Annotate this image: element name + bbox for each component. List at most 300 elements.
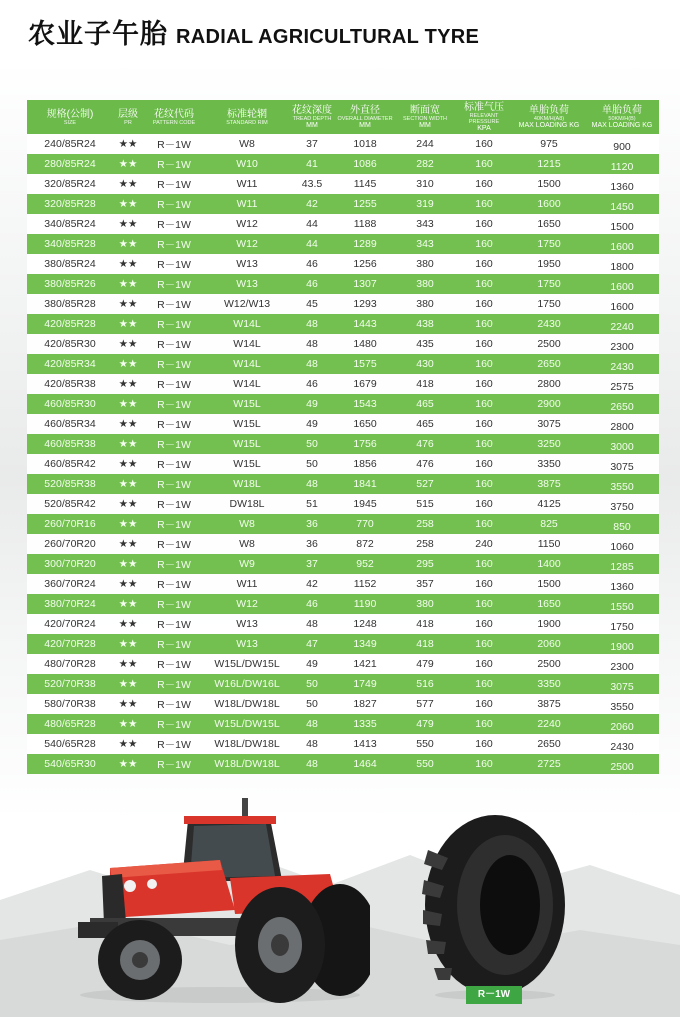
cell-rim: W13 <box>205 634 289 654</box>
cell-size: 420/85R34 <box>27 354 113 374</box>
cell-size: 460/85R38 <box>27 434 113 454</box>
cell-width: 479 <box>395 654 455 674</box>
cell-width: 550 <box>395 754 455 774</box>
cell-width: 465 <box>395 414 455 434</box>
cell-load1: 2500 <box>513 334 585 354</box>
cell-ply: ★★ <box>113 654 143 674</box>
tyre-illustration <box>420 810 570 1000</box>
cell-pattern: R－1W <box>143 514 205 534</box>
column-header-en: 50KM/H(B) <box>608 115 636 122</box>
cell-rim: W13 <box>205 274 289 294</box>
cell-value: 1450 <box>610 201 634 213</box>
column-header-cn: 标准气压 <box>464 101 504 113</box>
cell-load1: 2725 <box>513 754 585 774</box>
cell-ply: ★★ <box>113 314 143 334</box>
cell-load2 <box>585 654 659 674</box>
column-header <box>335 100 395 134</box>
cell-size: 240/85R24 <box>27 134 113 154</box>
cell-value: 3075 <box>610 681 634 693</box>
cell-load1: 1950 <box>513 254 585 274</box>
cell-diameter: 1945 <box>335 494 395 514</box>
cell-diameter: 1190 <box>335 594 395 614</box>
cell-value: 3075 <box>610 461 634 473</box>
cell-value: 2430 <box>610 741 634 753</box>
cell-diameter: 1307 <box>335 274 395 294</box>
cell-value: 2060 <box>610 721 634 733</box>
cell-depth: 46 <box>289 374 335 394</box>
cell-value: 2800 <box>610 421 634 433</box>
cell-pattern: R－1W <box>143 154 205 174</box>
cell-load1: 2900 <box>513 394 585 414</box>
cell-ply: ★★ <box>113 494 143 514</box>
cell-load2 <box>585 594 659 614</box>
cell-rim: W14L <box>205 374 289 394</box>
cell-rim: W8 <box>205 134 289 154</box>
cell-ply: ★★ <box>113 714 143 734</box>
cell-size: 260/70R20 <box>27 534 113 554</box>
cell-load2 <box>585 374 659 394</box>
cell-size: 420/85R30 <box>27 334 113 354</box>
cell-pressure: 160 <box>455 354 513 374</box>
column-header-cn: 层级 <box>118 108 138 120</box>
cell-pressure: 160 <box>455 414 513 434</box>
column-header <box>205 100 289 134</box>
cell-width: 310 <box>395 174 455 194</box>
cell-pressure: 160 <box>455 154 513 174</box>
cell-diameter: 1018 <box>335 134 395 154</box>
cell-load2 <box>585 574 659 594</box>
table-row <box>27 294 659 314</box>
front-wheel <box>98 920 182 1000</box>
cell-pressure: 160 <box>455 134 513 154</box>
cell-load2 <box>585 174 659 194</box>
cell-load1: 2650 <box>513 734 585 754</box>
column-header-cn: 花纹代码 <box>154 108 194 120</box>
cell-value: 2300 <box>610 661 634 673</box>
cell-load2 <box>585 234 659 254</box>
cell-rim: W14L <box>205 354 289 374</box>
cell-pattern: R－1W <box>143 234 205 254</box>
cell-rim: W12 <box>205 234 289 254</box>
cell-ply: ★★ <box>113 434 143 454</box>
cell-pressure: 160 <box>455 194 513 214</box>
cell-size: 320/85R28 <box>27 194 113 214</box>
cell-value: 2240 <box>610 321 634 333</box>
cell-width: 476 <box>395 454 455 474</box>
cell-size: 460/85R34 <box>27 414 113 434</box>
cell-width: 380 <box>395 254 455 274</box>
tractor-illustration <box>70 790 370 1005</box>
cell-value: 2650 <box>610 401 634 413</box>
cell-rim: W11 <box>205 194 289 214</box>
cell-value: 1800 <box>610 261 634 273</box>
cell-depth: 36 <box>289 534 335 554</box>
cell-ply: ★★ <box>113 394 143 414</box>
column-header-en: OVERALL DIAMETER <box>337 115 393 122</box>
cell-pressure: 160 <box>455 514 513 534</box>
cell-width: 479 <box>395 714 455 734</box>
cell-rim: W11 <box>205 574 289 594</box>
column-header-cn: 外直径 <box>350 104 380 116</box>
cell-ply: ★★ <box>113 594 143 614</box>
table-row <box>27 674 659 694</box>
cell-depth: 49 <box>289 394 335 414</box>
cell-pressure: 160 <box>455 734 513 754</box>
cell-value: 3550 <box>610 701 634 713</box>
cell-load2 <box>585 334 659 354</box>
cell-size: 420/85R28 <box>27 314 113 334</box>
cell-size: 420/85R38 <box>27 374 113 394</box>
cell-depth: 48 <box>289 314 335 334</box>
cell-ply: ★★ <box>113 254 143 274</box>
cell-value: 1900 <box>610 641 634 653</box>
table-row <box>27 334 659 354</box>
cell-depth: 48 <box>289 714 335 734</box>
cell-pressure: 240 <box>455 534 513 554</box>
table-row <box>27 494 659 514</box>
cell-rim: W14L <box>205 334 289 354</box>
cell-pattern: R－1W <box>143 574 205 594</box>
cell-width: 343 <box>395 214 455 234</box>
cell-diameter: 1443 <box>335 314 395 334</box>
cell-load1: 1400 <box>513 554 585 574</box>
cell-value: 2500 <box>610 761 634 773</box>
cell-depth: 49 <box>289 654 335 674</box>
cell-ply: ★★ <box>113 194 143 214</box>
cell-size: 520/85R38 <box>27 474 113 494</box>
cell-rim: W9 <box>205 554 289 574</box>
cell-load2 <box>585 214 659 234</box>
cell-load2 <box>585 494 659 514</box>
cell-pattern: R－1W <box>143 594 205 614</box>
cell-load2 <box>585 194 659 214</box>
page-title <box>28 12 479 51</box>
cell-load1: 1900 <box>513 614 585 634</box>
cell-depth: 45 <box>289 294 335 314</box>
cell-pattern: R－1W <box>143 134 205 154</box>
cell-depth: 48 <box>289 614 335 634</box>
table-row <box>27 614 659 634</box>
cell-width: 380 <box>395 294 455 314</box>
cell-pressure: 160 <box>455 754 513 774</box>
table-row <box>27 594 659 614</box>
cell-ply: ★★ <box>113 534 143 554</box>
cell-load2 <box>585 554 659 574</box>
cell-rim: W18L/DW18L <box>205 734 289 754</box>
cell-pattern: R－1W <box>143 374 205 394</box>
cell-depth: 42 <box>289 574 335 594</box>
cell-load2 <box>585 754 659 774</box>
cell-ply: ★★ <box>113 334 143 354</box>
cell-rim: W15L/DW15L <box>205 714 289 734</box>
cell-width: 282 <box>395 154 455 174</box>
cell-depth: 51 <box>289 494 335 514</box>
cell-diameter: 1856 <box>335 454 395 474</box>
cell-width: 418 <box>395 374 455 394</box>
table-row <box>27 654 659 674</box>
cell-pressure: 160 <box>455 314 513 334</box>
cell-load2 <box>585 694 659 714</box>
cell-depth: 46 <box>289 254 335 274</box>
cell-width: 258 <box>395 534 455 554</box>
cell-load2 <box>585 434 659 454</box>
cell-ply: ★★ <box>113 214 143 234</box>
cell-width: 527 <box>395 474 455 494</box>
column-header-unit: MAX LOADING KG <box>591 121 653 129</box>
cell-width: 380 <box>395 274 455 294</box>
cell-size: 480/65R28 <box>27 714 113 734</box>
cell-value: 1600 <box>610 241 634 253</box>
cell-diameter: 1827 <box>335 694 395 714</box>
cell-ply: ★★ <box>113 614 143 634</box>
cell-pattern: R－1W <box>143 474 205 494</box>
cell-pressure: 160 <box>455 234 513 254</box>
table-row <box>27 534 659 554</box>
cell-ply: ★★ <box>113 374 143 394</box>
table-row <box>27 194 659 214</box>
cell-size: 380/70R24 <box>27 594 113 614</box>
table-row <box>27 734 659 754</box>
cell-load1: 2060 <box>513 634 585 654</box>
cell-pattern: R－1W <box>143 274 205 294</box>
column-header-en: STANDARD RIM <box>226 119 268 126</box>
cell-depth: 50 <box>289 674 335 694</box>
cell-load1: 1750 <box>513 294 585 314</box>
cell-width: 343 <box>395 234 455 254</box>
cell-load1: 2240 <box>513 714 585 734</box>
cell-pattern: R－1W <box>143 634 205 654</box>
cell-ply: ★★ <box>113 294 143 314</box>
cell-rim: W14L <box>205 314 289 334</box>
cell-pressure: 160 <box>455 394 513 414</box>
column-header-unit: MM <box>306 121 318 129</box>
cell-rim: W16L/DW16L <box>205 674 289 694</box>
cell-size: 380/85R24 <box>27 254 113 274</box>
cell-diameter: 1480 <box>335 334 395 354</box>
column-header-en: TREAD DEPTH <box>292 115 332 122</box>
cell-value: 1120 <box>610 161 634 173</box>
cell-size: 360/70R24 <box>27 574 113 594</box>
cell-pressure: 160 <box>455 654 513 674</box>
cell-value: 1060 <box>610 541 634 553</box>
cell-pressure: 160 <box>455 594 513 614</box>
cell-ply: ★★ <box>113 134 143 154</box>
cell-load1: 2500 <box>513 654 585 674</box>
cell-width: 319 <box>395 194 455 214</box>
cell-size: 320/85R24 <box>27 174 113 194</box>
column-header <box>455 100 513 134</box>
cell-diameter: 1749 <box>335 674 395 694</box>
table-row <box>27 554 659 574</box>
cell-ply: ★★ <box>113 454 143 474</box>
cell-diameter: 1289 <box>335 234 395 254</box>
cell-pattern: R－1W <box>143 254 205 274</box>
column-header <box>395 100 455 134</box>
cell-rim: W15L <box>205 434 289 454</box>
cell-ply: ★★ <box>113 354 143 374</box>
cell-load1: 975 <box>513 134 585 154</box>
cell-pressure: 160 <box>455 334 513 354</box>
cell-depth: 50 <box>289 694 335 714</box>
column-header-unit: MM <box>359 121 371 129</box>
cell-pattern: R－1W <box>143 434 205 454</box>
cell-pressure: 160 <box>455 474 513 494</box>
cell-size: 420/70R28 <box>27 634 113 654</box>
cell-load1: 2650 <box>513 354 585 374</box>
cell-load1: 3875 <box>513 474 585 494</box>
table-row <box>27 214 659 234</box>
cell-pressure: 160 <box>455 494 513 514</box>
cell-pressure: 160 <box>455 674 513 694</box>
cell-rim: W8 <box>205 534 289 554</box>
cell-load2 <box>585 274 659 294</box>
table-row <box>27 254 659 274</box>
cell-pattern: R－1W <box>143 694 205 714</box>
cell-depth: 48 <box>289 734 335 754</box>
cell-rim: W10 <box>205 154 289 174</box>
cell-size: 260/70R16 <box>27 514 113 534</box>
cell-ply: ★★ <box>113 234 143 254</box>
cell-load1: 1650 <box>513 214 585 234</box>
cell-width: 550 <box>395 734 455 754</box>
cell-load1: 3350 <box>513 454 585 474</box>
cell-rim: W12/W13 <box>205 294 289 314</box>
cell-pattern: R－1W <box>143 334 205 354</box>
cell-load2 <box>585 474 659 494</box>
cell-ply: ★★ <box>113 174 143 194</box>
cell-diameter: 770 <box>335 514 395 534</box>
cell-pressure: 160 <box>455 174 513 194</box>
cell-width: 418 <box>395 614 455 634</box>
cell-width: 295 <box>395 554 455 574</box>
cell-ply: ★★ <box>113 734 143 754</box>
cell-value: 2575 <box>610 381 634 393</box>
cell-rim: W15L <box>205 394 289 414</box>
cell-pattern: R－1W <box>143 494 205 514</box>
cell-value: 3750 <box>610 501 634 513</box>
cell-load2 <box>585 314 659 334</box>
cell-depth: 48 <box>289 474 335 494</box>
cell-diameter: 1543 <box>335 394 395 414</box>
cell-depth: 47 <box>289 634 335 654</box>
cell-value: 2300 <box>610 341 634 353</box>
cell-ply: ★★ <box>113 154 143 174</box>
cell-load1: 825 <box>513 514 585 534</box>
cell-width: 435 <box>395 334 455 354</box>
cell-depth: 42 <box>289 194 335 214</box>
cell-width: 380 <box>395 594 455 614</box>
cell-depth: 48 <box>289 754 335 774</box>
cell-width: 430 <box>395 354 455 374</box>
cell-load2 <box>585 614 659 634</box>
cell-width: 516 <box>395 674 455 694</box>
cell-ply: ★★ <box>113 274 143 294</box>
cell-depth: 46 <box>289 274 335 294</box>
cell-load1: 1650 <box>513 594 585 614</box>
cell-pattern: R－1W <box>143 654 205 674</box>
cell-diameter: 1086 <box>335 154 395 174</box>
cell-load2 <box>585 154 659 174</box>
cell-load1: 2430 <box>513 314 585 334</box>
cell-size: 520/85R42 <box>27 494 113 514</box>
cell-depth: 36 <box>289 514 335 534</box>
column-header <box>289 100 335 134</box>
cell-pressure: 160 <box>455 694 513 714</box>
cell-width: 515 <box>395 494 455 514</box>
cell-size: 580/70R38 <box>27 694 113 714</box>
cell-width: 476 <box>395 434 455 454</box>
cell-size: 380/85R28 <box>27 294 113 314</box>
cell-load1: 2800 <box>513 374 585 394</box>
cell-diameter: 1145 <box>335 174 395 194</box>
cell-rim: W12 <box>205 214 289 234</box>
tyre-spec-table <box>27 100 659 774</box>
cell-size: 340/85R28 <box>27 234 113 254</box>
cell-pattern: R－1W <box>143 754 205 774</box>
column-header-en: PR <box>124 119 132 126</box>
cell-rim: W18L/DW18L <box>205 694 289 714</box>
table-row <box>27 754 659 774</box>
table-body <box>27 134 659 774</box>
cell-size: 480/70R28 <box>27 654 113 674</box>
cell-pattern: R－1W <box>143 674 205 694</box>
cell-depth: 41 <box>289 154 335 174</box>
cell-load2 <box>585 674 659 694</box>
cell-pattern: R－1W <box>143 354 205 374</box>
table-row <box>27 134 659 154</box>
cell-value: 1500 <box>610 221 634 233</box>
cell-size: 460/85R30 <box>27 394 113 414</box>
cell-pattern: R－1W <box>143 454 205 474</box>
cell-width: 258 <box>395 514 455 534</box>
cell-value: 3000 <box>610 441 634 453</box>
cell-size: 540/65R30 <box>27 754 113 774</box>
column-header-cn: 规格(公制) <box>46 108 94 120</box>
cell-pressure: 160 <box>455 214 513 234</box>
cell-diameter: 1349 <box>335 634 395 654</box>
table-row <box>27 694 659 714</box>
cell-load1: 3875 <box>513 694 585 714</box>
cell-rim: W11 <box>205 174 289 194</box>
cell-value: 2430 <box>610 361 634 373</box>
table-row <box>27 434 659 454</box>
cell-load1: 1750 <box>513 274 585 294</box>
cell-ply: ★★ <box>113 634 143 654</box>
cell-size: 460/85R42 <box>27 454 113 474</box>
column-header <box>143 100 205 134</box>
column-header <box>513 100 585 134</box>
cell-size: 280/85R24 <box>27 154 113 174</box>
cell-pattern: R－1W <box>143 394 205 414</box>
cell-load2 <box>585 534 659 554</box>
cell-pattern: R－1W <box>143 534 205 554</box>
cell-load2 <box>585 634 659 654</box>
cell-depth: 46 <box>289 594 335 614</box>
cell-pattern: R－1W <box>143 554 205 574</box>
cell-value: 3550 <box>610 481 634 493</box>
cell-load1: 1750 <box>513 234 585 254</box>
cell-load1: 1500 <box>513 174 585 194</box>
column-header-cn: 断面宽 <box>410 104 440 116</box>
cell-pressure: 160 <box>455 434 513 454</box>
tyre-pattern-label: R－1W <box>466 986 522 1004</box>
cell-pattern: R－1W <box>143 414 205 434</box>
cell-pattern: R－1W <box>143 734 205 754</box>
cell-size: 340/85R24 <box>27 214 113 234</box>
cell-depth: 43.5 <box>289 174 335 194</box>
cell-pressure: 160 <box>455 714 513 734</box>
cell-rim: W12 <box>205 594 289 614</box>
